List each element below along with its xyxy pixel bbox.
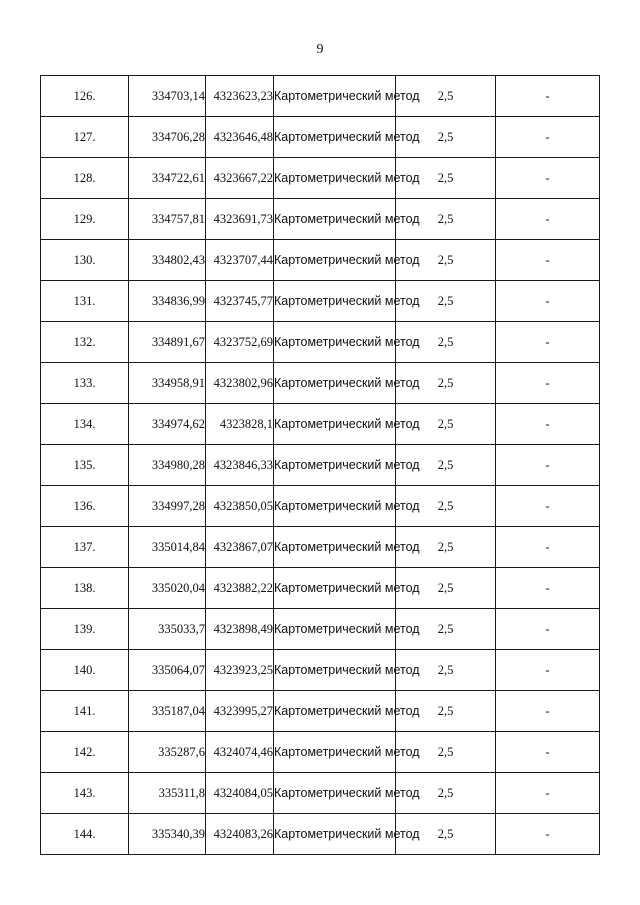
method-cell: Картометрический метод xyxy=(274,199,396,240)
x-coordinate-cell: 335311,8 xyxy=(129,773,206,814)
y-coordinate-cell: 4323623,23 xyxy=(206,76,274,117)
y-coordinate-cell: 4323850,05 xyxy=(206,486,274,527)
x-coordinate-cell: 334958,91 xyxy=(129,363,206,404)
method-cell: Картометрический метод xyxy=(274,691,396,732)
table-row xyxy=(41,773,600,814)
y-coordinate-cell: 4323745,77 xyxy=(206,281,274,322)
accuracy-cell: 2,5 xyxy=(396,568,496,609)
point-number-cell: 142. xyxy=(41,732,129,773)
note-cell: - xyxy=(496,240,600,281)
y-coordinate-cell: 4323898,49 xyxy=(206,609,274,650)
table-row xyxy=(41,117,600,158)
page-number: 9 xyxy=(316,42,324,57)
accuracy-cell: 2,5 xyxy=(396,691,496,732)
table-row xyxy=(41,732,600,773)
table-row xyxy=(41,486,600,527)
table-row xyxy=(41,322,600,363)
method-cell: Картометрический метод xyxy=(274,527,396,568)
point-number-cell: 127. xyxy=(41,117,129,158)
y-coordinate-cell: 4323828,1 xyxy=(206,404,274,445)
method-cell: Картометрический метод xyxy=(274,76,396,117)
method-cell: Картометрический метод xyxy=(274,568,396,609)
point-number-cell: 129. xyxy=(41,199,129,240)
note-cell: - xyxy=(496,76,600,117)
note-cell: - xyxy=(496,486,600,527)
y-coordinate-cell: 4323846,33 xyxy=(206,445,274,486)
table-row xyxy=(41,404,600,445)
table-row xyxy=(41,76,600,117)
accuracy-cell: 2,5 xyxy=(396,650,496,691)
y-coordinate-cell: 4323995,27 xyxy=(206,691,274,732)
method-cell: Картометрический метод xyxy=(274,281,396,322)
y-coordinate-cell: 4323802,96 xyxy=(206,363,274,404)
accuracy-cell: 2,5 xyxy=(396,486,496,527)
point-number-cell: 144. xyxy=(41,814,129,855)
note-cell: - xyxy=(496,199,600,240)
x-coordinate-cell: 334891,67 xyxy=(129,322,206,363)
x-coordinate-cell: 335340,39 xyxy=(129,814,206,855)
y-coordinate-cell: 4323646,48 xyxy=(206,117,274,158)
x-coordinate-cell: 334980,28 xyxy=(129,445,206,486)
accuracy-cell: 2,5 xyxy=(396,773,496,814)
note-cell: - xyxy=(496,650,600,691)
method-cell: Картометрический метод xyxy=(274,814,396,855)
table-row xyxy=(41,158,600,199)
y-coordinate-cell: 4323667,22 xyxy=(206,158,274,199)
point-number-cell: 138. xyxy=(41,568,129,609)
accuracy-cell: 2,5 xyxy=(396,363,496,404)
method-cell: Картометрический метод xyxy=(274,240,396,281)
point-number-cell: 135. xyxy=(41,445,129,486)
point-number-cell: 134. xyxy=(41,404,129,445)
x-coordinate-cell: 335020,04 xyxy=(129,568,206,609)
note-cell: - xyxy=(496,445,600,486)
accuracy-cell: 2,5 xyxy=(396,158,496,199)
note-cell: - xyxy=(496,158,600,199)
accuracy-cell: 2,5 xyxy=(396,322,496,363)
table-row xyxy=(41,445,600,486)
y-coordinate-cell: 4323882,22 xyxy=(206,568,274,609)
table-row xyxy=(41,650,600,691)
accuracy-cell: 2,5 xyxy=(396,281,496,322)
method-cell: Картометрический метод xyxy=(274,486,396,527)
table-row xyxy=(41,199,600,240)
accuracy-cell: 2,5 xyxy=(396,240,496,281)
x-coordinate-cell: 334997,28 xyxy=(129,486,206,527)
point-number-cell: 126. xyxy=(41,76,129,117)
method-cell: Картометрический метод xyxy=(274,773,396,814)
note-cell: - xyxy=(496,691,600,732)
point-number-cell: 137. xyxy=(41,527,129,568)
y-coordinate-cell: 4323691,73 xyxy=(206,199,274,240)
table-row xyxy=(41,281,600,322)
note-cell: - xyxy=(496,322,600,363)
point-number-cell: 130. xyxy=(41,240,129,281)
point-number-cell: 140. xyxy=(41,650,129,691)
table-row xyxy=(41,814,600,855)
x-coordinate-cell: 334706,28 xyxy=(129,117,206,158)
accuracy-cell: 2,5 xyxy=(396,199,496,240)
note-cell: - xyxy=(496,363,600,404)
table-row xyxy=(41,363,600,404)
table-row xyxy=(41,691,600,732)
accuracy-cell: 2,5 xyxy=(396,732,496,773)
y-coordinate-cell: 4323707,44 xyxy=(206,240,274,281)
accuracy-cell: 2,5 xyxy=(396,404,496,445)
x-coordinate-cell: 334757,81 xyxy=(129,199,206,240)
method-cell: Картометрический метод xyxy=(274,322,396,363)
note-cell: - xyxy=(496,527,600,568)
x-coordinate-cell: 335033,7 xyxy=(129,609,206,650)
note-cell: - xyxy=(496,773,600,814)
note-cell: - xyxy=(496,404,600,445)
accuracy-cell: 2,5 xyxy=(396,609,496,650)
accuracy-cell: 2,5 xyxy=(396,76,496,117)
x-coordinate-cell: 335064,07 xyxy=(129,650,206,691)
method-cell: Картометрический метод xyxy=(274,609,396,650)
x-coordinate-cell: 334836,99 xyxy=(129,281,206,322)
x-coordinate-cell: 335187,04 xyxy=(129,691,206,732)
point-number-cell: 132. xyxy=(41,322,129,363)
coordinates-table xyxy=(40,75,600,855)
point-number-cell: 143. xyxy=(41,773,129,814)
note-cell: - xyxy=(496,281,600,322)
y-coordinate-cell: 4324074,46 xyxy=(206,732,274,773)
table-row xyxy=(41,527,600,568)
accuracy-cell: 2,5 xyxy=(396,527,496,568)
note-cell: - xyxy=(496,609,600,650)
x-coordinate-cell: 334722,61 xyxy=(129,158,206,199)
table-row xyxy=(41,568,600,609)
x-coordinate-cell: 335287,6 xyxy=(129,732,206,773)
x-coordinate-cell: 334802,43 xyxy=(129,240,206,281)
method-cell: Картометрический метод xyxy=(274,650,396,691)
point-number-cell: 136. xyxy=(41,486,129,527)
point-number-cell: 139. xyxy=(41,609,129,650)
method-cell: Картометрический метод xyxy=(274,363,396,404)
x-coordinate-cell: 335014,84 xyxy=(129,527,206,568)
y-coordinate-cell: 4323923,25 xyxy=(206,650,274,691)
note-cell: - xyxy=(496,732,600,773)
method-cell: Картометрический метод xyxy=(274,732,396,773)
coordinates-table-body xyxy=(41,76,600,855)
method-cell: Картометрический метод xyxy=(274,117,396,158)
table-row xyxy=(41,609,600,650)
accuracy-cell: 2,5 xyxy=(396,117,496,158)
accuracy-cell: 2,5 xyxy=(396,814,496,855)
method-cell: Картометрический метод xyxy=(274,445,396,486)
note-cell: - xyxy=(496,568,600,609)
accuracy-cell: 2,5 xyxy=(396,445,496,486)
x-coordinate-cell: 334703,14 xyxy=(129,76,206,117)
method-cell: Картометрический метод xyxy=(274,158,396,199)
point-number-cell: 131. xyxy=(41,281,129,322)
note-cell: - xyxy=(496,117,600,158)
x-coordinate-cell: 334974,62 xyxy=(129,404,206,445)
y-coordinate-cell: 4323867,07 xyxy=(206,527,274,568)
table-row xyxy=(41,240,600,281)
point-number-cell: 133. xyxy=(41,363,129,404)
y-coordinate-cell: 4323752,69 xyxy=(206,322,274,363)
method-cell: Картометрический метод xyxy=(274,404,396,445)
note-cell: - xyxy=(496,814,600,855)
point-number-cell: 141. xyxy=(41,691,129,732)
point-number-cell: 128. xyxy=(41,158,129,199)
y-coordinate-cell: 4324083,26 xyxy=(206,814,274,855)
y-coordinate-cell: 4324084,05 xyxy=(206,773,274,814)
